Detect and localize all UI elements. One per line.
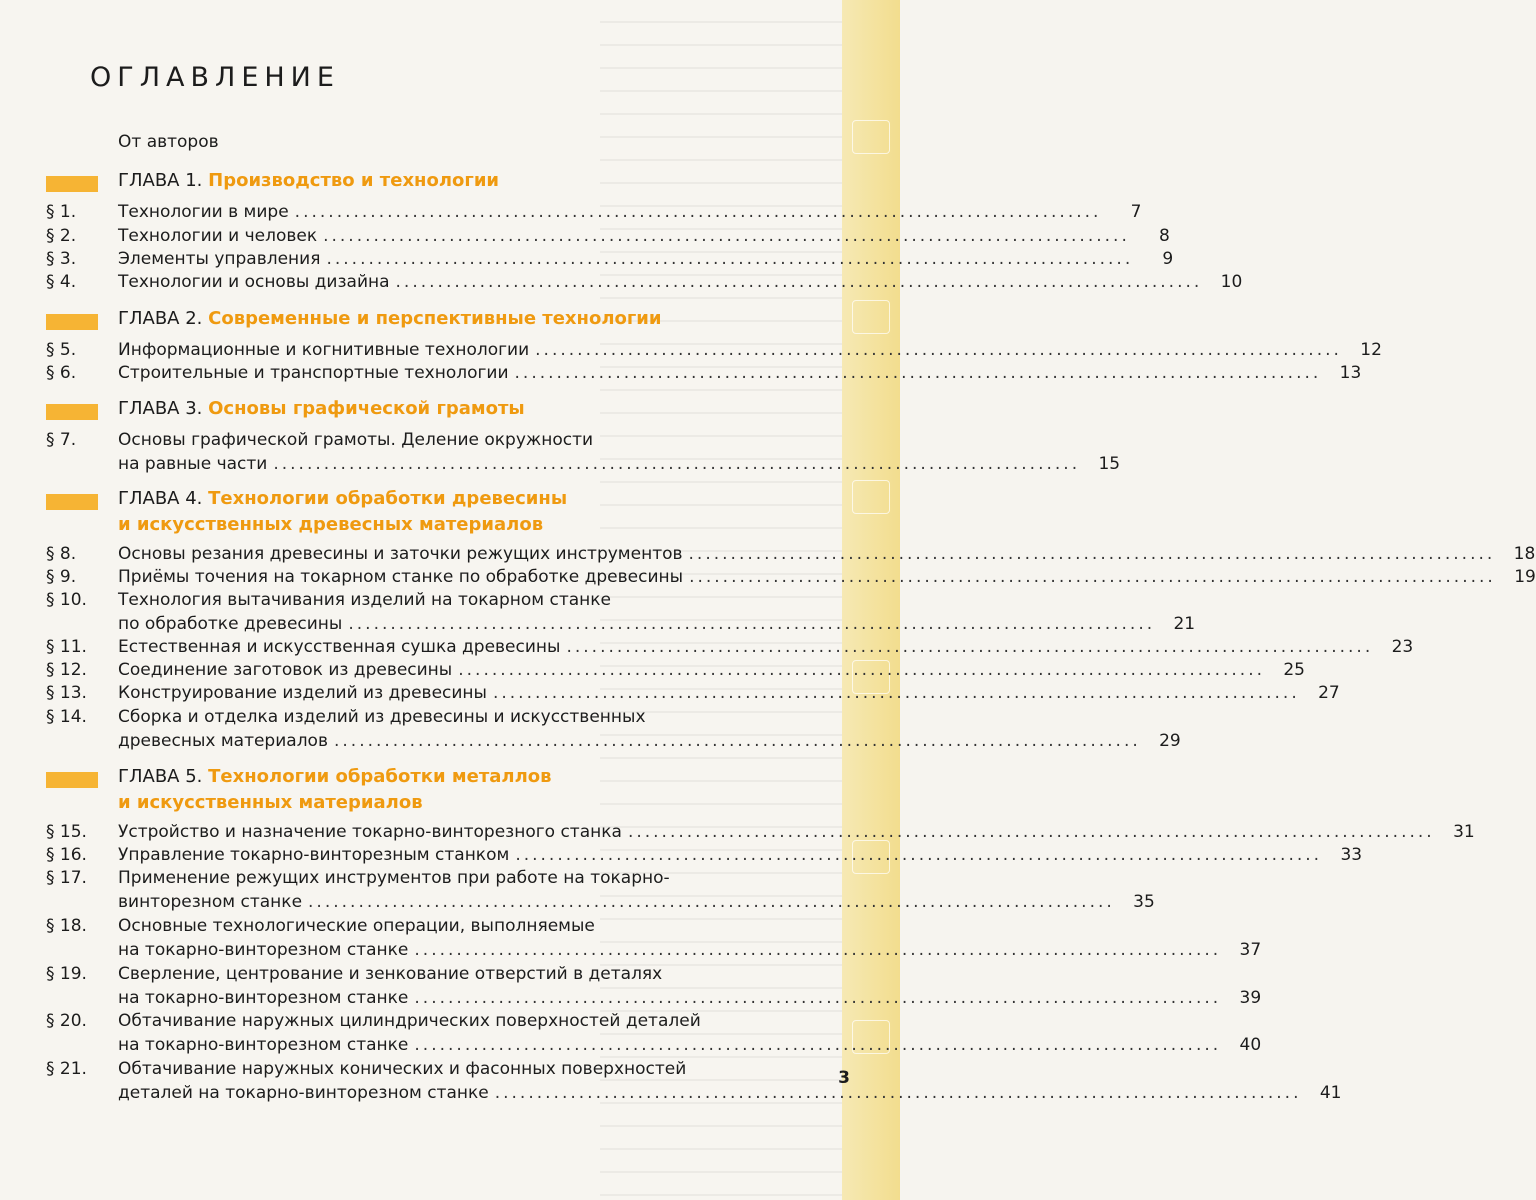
entry-page: 33 [1340,845,1363,865]
leader-dots: ................................................................................................ [323,226,1130,246]
entry-page: 40 [1239,1035,1262,1055]
entry-title: Строительные и транспортные технологии [118,363,509,383]
leader-dots: ................................................................................................ [348,614,1156,634]
chapter-label: ГЛАВА 1. [118,170,203,191]
entry-number: § 15. [46,822,87,842]
entry-number: § 14. [46,707,87,727]
entry-page: 10 [1220,272,1243,292]
leader-dots: ................................................................................................ [627,822,1435,842]
entry-number: § 19. [46,964,87,984]
chapter-title: Технологии обработки металлов [208,766,552,787]
entry-number: § 3. [46,249,77,269]
entry-title: винторезном станке [118,892,303,912]
leader-dots: ................................................................................................ [395,272,1203,292]
toc-entry[interactable] [46,270,1243,294]
entry-number: § 21. [46,1059,87,1079]
entry-number: § 1. [46,202,77,222]
entry-title: Устройство и назначение токарно-винторезного станка [118,822,622,842]
leader-dots: ................................................................................................ [414,940,1222,960]
leader-dots: ................................................................................................ [308,892,1115,912]
toc-entry-continuation[interactable] [118,890,1155,914]
hexagon-shape [852,300,890,334]
chapter-title: Производство и технологии [208,170,500,191]
hexagon-shape [852,120,890,154]
chapter-label: ГЛАВА 3. [118,398,203,419]
decorative-sidebar [842,0,900,1200]
leader-dots: ................................................................................................ [494,1083,1302,1103]
entry-title: Приёмы точения на токарном станке по обработке древесины [118,567,684,587]
toc-entry[interactable] [46,635,1414,659]
chapter-title: Современные и перспективные технологии [208,308,662,329]
entry-number: § 13. [46,683,87,703]
chapter-label: ГЛАВА 4. [118,488,203,509]
toc-entry[interactable] [46,705,802,729]
entry-page: 18 [1513,544,1536,564]
toc-entry[interactable] [46,428,802,452]
hexagon-shape [852,480,890,514]
entry-title: по обработке древесины [118,614,343,634]
entry-number: § 20. [46,1011,87,1031]
entry-title: на токарно-винторезном станке [118,988,409,1008]
entry-page: 23 [1391,637,1414,657]
entry-title: Технологии и человек [118,226,318,246]
toc-entry[interactable] [46,247,1174,271]
toc-entry-continuation[interactable] [118,1081,1342,1105]
entry-title: Технология вытачивания изделий на токарном станке [118,590,612,610]
entry-title: Соединение заготовок из древесины [118,660,453,680]
entry-title: Основы графической грамоты. Деление окружности [118,430,594,450]
leader-dots: ................................................................................................ [515,845,1323,865]
leader-dots: ................................................................................................ [535,340,1342,360]
toc-entry-continuation[interactable] [118,938,1262,962]
toc-entry-continuation[interactable] [118,986,1262,1010]
entry-title: Конструирование изделий из древесины [118,683,487,703]
entry-title: Сборка и отделка изделий из древесины и искусственных [118,707,646,727]
entry-page: 21 [1173,614,1196,634]
toc-entry[interactable] [46,962,802,986]
toc-entry[interactable] [46,361,1362,385]
entry-page: 39 [1239,988,1262,1008]
entry-number: § 6. [46,363,77,383]
chapter-title: Основы графической грамоты [208,398,525,419]
leader-dots: ................................................................................................ [458,660,1265,680]
entry-page: 29 [1159,731,1181,751]
entry-title: Элементы управления [118,249,321,269]
entry-page: 15 [1098,454,1121,474]
entry-page: 12 [1360,340,1382,360]
entry-page: 41 [1319,1083,1342,1103]
page-number: 3 [838,1068,850,1088]
chapter-marker [46,772,98,788]
chapter-marker [46,314,98,330]
entry-page: 8 [1159,226,1170,246]
entry-number: § 10. [46,590,87,610]
leader-dots: ................................................................................................ [326,249,1134,269]
leader-dots: ................................................................................................ [294,202,1102,222]
toc-entry-continuation[interactable] [118,1033,1262,1057]
entry-title: Основы резания древесины и заточки режущих инструментов [118,544,683,564]
entry-title: на токарно-винторезном станке [118,940,409,960]
entry-page: 9 [1162,249,1174,269]
entry-page: 37 [1239,940,1262,960]
leader-dots: ................................................................................................ [689,567,1496,587]
entry-page: 19 [1514,567,1536,587]
entry-number: § 16. [46,845,87,865]
entry-page: 25 [1283,660,1305,680]
entry-page: 13 [1339,363,1362,383]
entry-title: Основные технологические операции, выполняемые [118,916,595,936]
entry-title: Технологии в мире [118,202,289,222]
toc-title: ОГЛАВЛЕНИЕ [90,62,340,93]
leader-dots: ................................................................................................ [688,544,1496,564]
entry-number: § 18. [46,916,87,936]
entry-number: § 7. [46,430,77,450]
entry-page: 35 [1133,892,1155,912]
toc-entry[interactable] [46,820,1475,844]
toc-entry[interactable] [46,866,802,890]
entry-title: Сверление, центрование и зенкование отверстий в деталях [118,964,663,984]
chapter-marker [46,494,98,510]
entry-number: § 11. [46,637,87,657]
toc-entry[interactable] [46,565,1536,589]
leader-dots: ................................................................................................ [414,988,1222,1008]
chapter-label: ГЛАВА 5. [118,766,203,787]
entry-title: на токарно-винторезном станке [118,1035,409,1055]
entry-number: § 17. [46,868,87,888]
toc-entry[interactable] [46,542,1536,566]
toc-foreword: От авторов [118,132,219,152]
chapter-title-line2: и искусственных древесных материалов [118,514,544,535]
leader-dots: ................................................................................................ [514,363,1322,383]
toc-entry-continuation[interactable] [118,612,1196,636]
entry-number: § 9. [46,567,77,587]
toc-entry[interactable] [46,224,1170,248]
entry-number: § 8. [46,544,77,564]
toc-entry[interactable] [46,681,1340,705]
entry-title: на равные части [118,454,268,474]
toc-entry[interactable] [46,658,1305,682]
leader-dots: ................................................................................................ [333,731,1141,751]
entry-number: § 12. [46,660,87,680]
leader-dots: ................................................................................................ [273,454,1081,474]
entry-title: Обтачивание наружных цилиндрических поверхностей деталей [118,1011,701,1031]
entry-title: древесных материалов [118,731,328,751]
entry-page: 27 [1318,683,1340,703]
entry-title: Информационные и когнитивные технологии [118,340,530,360]
entry-title: Обтачивание наружных конических и фасонных поверхностей [118,1059,687,1079]
toc-entry[interactable] [46,914,802,938]
chapter-title-line2: и искусственных материалов [118,792,423,813]
entry-page: 31 [1453,822,1475,842]
leader-dots: ................................................................................................ [492,683,1300,703]
toc-entry-continuation[interactable] [118,729,1181,753]
chapter-title: Технологии обработки древесины [208,488,568,509]
entry-title: деталей на токарно-винторезном станке [118,1083,489,1103]
toc-entry[interactable] [46,588,802,612]
toc-entry[interactable] [46,200,1142,224]
toc-entry[interactable] [46,338,1382,362]
entry-number: § 4. [46,272,77,292]
entry-number: § 2. [46,226,77,246]
entry-number: § 5. [46,340,77,360]
entry-title: Применение режущих инструментов при работе на токарно- [118,868,670,888]
entry-title: Технологии и основы дизайна [118,272,390,292]
chapter-marker [46,404,98,420]
leader-dots: ................................................................................................ [414,1035,1222,1055]
toc-entry[interactable] [46,1009,802,1033]
chapter-marker [46,176,98,192]
entry-title: Естественная и искусственная сушка древесины [118,637,561,657]
chapter-label: ГЛАВА 2. [118,308,203,329]
toc-entry[interactable] [46,1057,802,1081]
entry-page: 7 [1130,202,1142,222]
entry-title: Управление токарно-винторезным станком [118,845,510,865]
toc-entry-continuation[interactable] [118,452,1121,476]
toc-entry[interactable] [46,843,1363,867]
leader-dots: ................................................................................................ [566,637,1374,657]
